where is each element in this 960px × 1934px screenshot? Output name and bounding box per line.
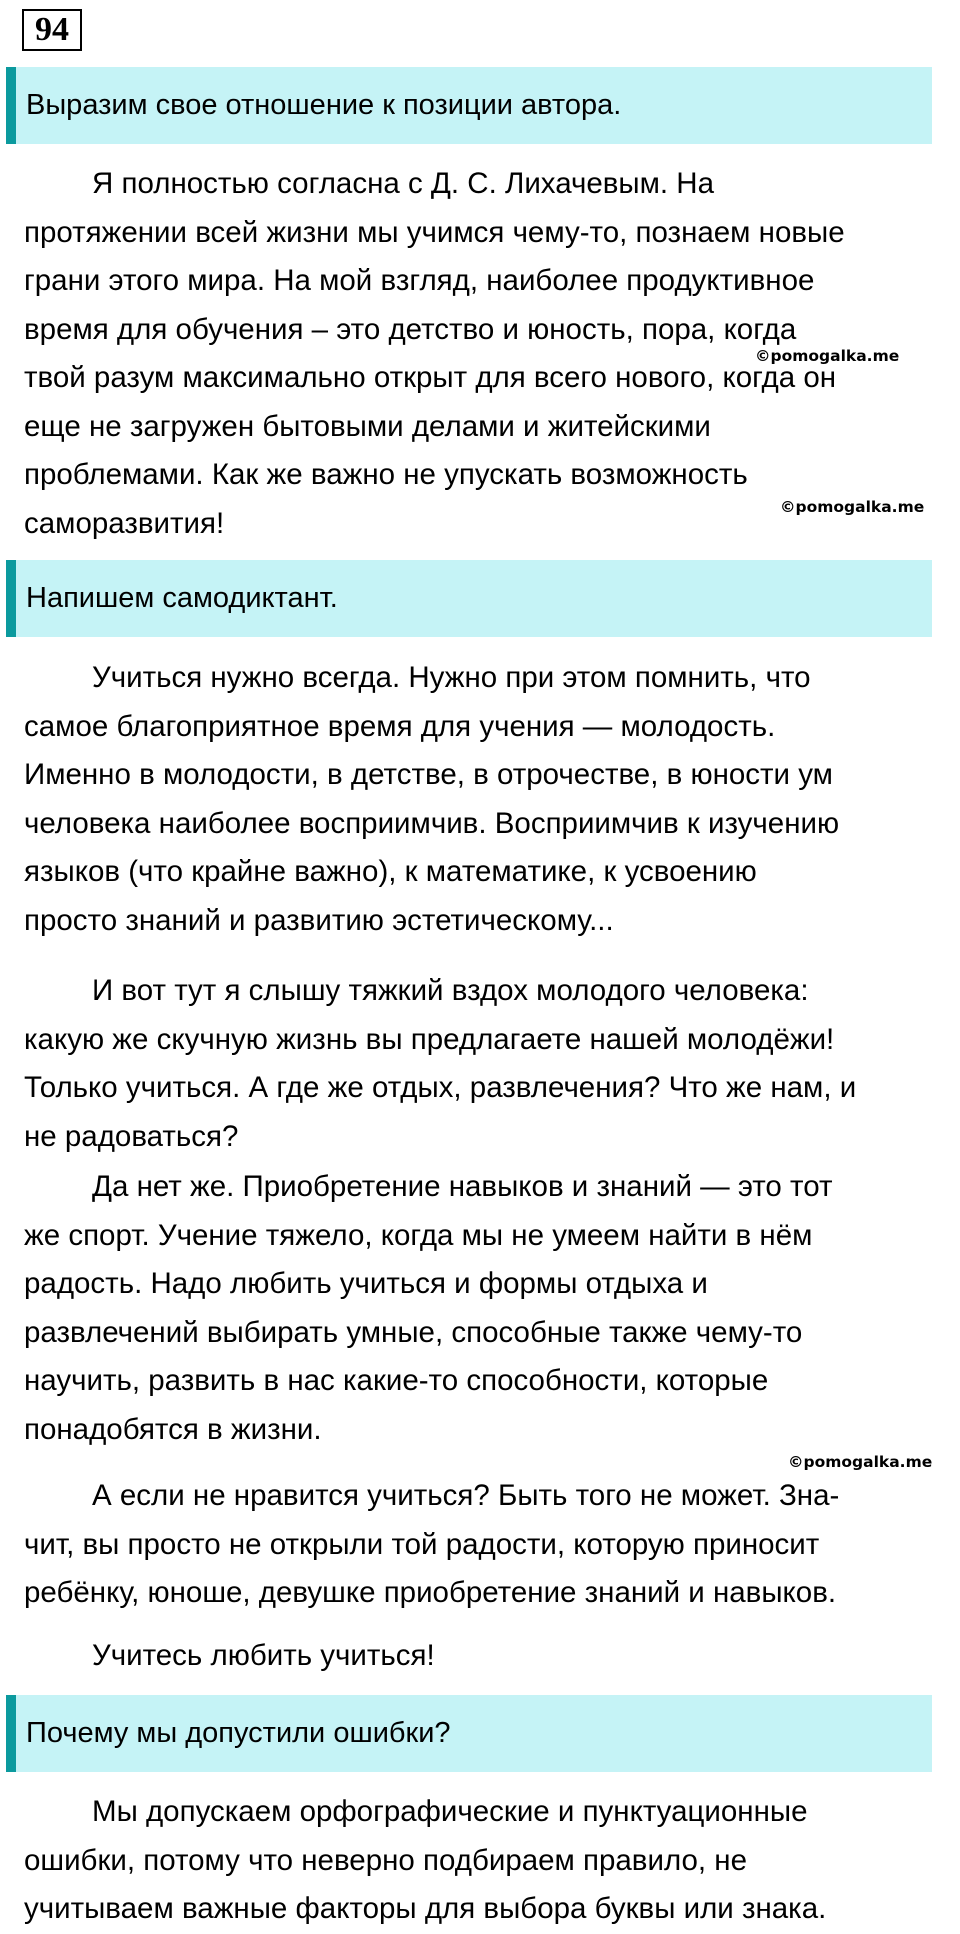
text-line: самое благоприятное время для учения — молодость. — [24, 709, 776, 743]
paragraph-dictation-2 — [24, 967, 944, 1161]
text-line: твой разум максимально открыт для всего нового, когда он — [24, 361, 837, 394]
text-line: просто знаний и развитию эстетическому... — [24, 903, 614, 937]
paragraph-mistakes — [24, 1788, 944, 1934]
text-line: Учитесь любить учиться! — [92, 1639, 435, 1672]
text-line: ребёнку, юноше, девушке приобретение знаний и навыков. — [24, 1576, 837, 1609]
text-line: какую же скучную жизнь вы предлагаете нашей молодёжи! — [24, 1022, 835, 1056]
text-line: учитываем важные факторы для выбора буквы или знака. — [24, 1892, 827, 1925]
watermark: ©pomogalka.me — [788, 1453, 933, 1471]
watermark: ©pomogalka.me — [780, 498, 925, 516]
text-line: Я полностью согласна с Д. С. Лихачевым. На — [92, 167, 715, 200]
watermark: ©pomogalka.me — [755, 347, 900, 365]
text-line: радость. Надо любить учиться и формы отдыха и — [24, 1267, 708, 1300]
text-line: Только учиться. А где же отдых, развлечения? Что же нам, и — [24, 1071, 857, 1104]
text-line: проблемами. Как же важно не упускать возможность — [24, 458, 748, 491]
text-line: языков (что крайне важно), к математике, к усвоению — [24, 855, 757, 888]
text-line: еще не загружен бытовыми делами и житейскими — [24, 409, 711, 443]
text-line: ошибки, потому что неверно подбираем правило, не — [24, 1843, 747, 1877]
text-line: понадобятся в жизни. — [24, 1412, 322, 1446]
section-heading-text: Выразим свое отношение к позиции автора. — [26, 89, 622, 121]
text-line: чит, вы просто не открыли той радости, которую приносит — [24, 1527, 820, 1561]
text-line: грани этого мира. На мой взгляд, наиболее продуктивное — [24, 264, 815, 297]
exercise-number: 94 — [22, 9, 82, 51]
paragraph-dictation-3 — [24, 1163, 944, 1454]
paragraph-dictation-5 — [24, 1632, 944, 1681]
text-line: же спорт. Учение тяжело, когда мы не умеем найти в нём — [24, 1218, 813, 1252]
section-heading-text: Напишем самодиктант. — [26, 582, 338, 614]
paragraph-dictation-1 — [24, 654, 944, 945]
section-heading-self-dictation — [6, 560, 932, 637]
text-line: протяжении всей жизни мы учимся чему-то, познаем новые — [24, 215, 845, 249]
text-line: И вот тут я слышу тяжкий вздох молодого человека: — [92, 974, 809, 1007]
text-line: развлечений выбирать умные, способные также чему-то — [24, 1315, 803, 1349]
section-heading-mistakes — [6, 1695, 932, 1772]
text-line: Именно в молодости, в детстве, в отрочестве, в юности ум — [24, 758, 833, 791]
text-line: время для обучения – это детство и юность, пора, когда — [24, 312, 797, 346]
text-line: А если не нравится учиться? Быть того не может. Зна- — [92, 1479, 840, 1512]
paragraph-dictation-4 — [24, 1472, 944, 1618]
section-heading-author-position — [6, 67, 932, 144]
text-line: Мы допускаем орфографические и пунктуационные — [92, 1795, 808, 1828]
text-line: Учиться нужно всегда. Нужно при этом помнить, что — [92, 661, 811, 694]
text-line: человека наиболее восприимчив. Восприимчив к изучению — [24, 806, 840, 840]
text-line: саморазвития! — [24, 506, 225, 540]
text-line: не радоваться? — [24, 1119, 239, 1153]
text-line: научить, развить в нас какие-то способности, которые — [24, 1364, 769, 1397]
section-heading-text: Почему мы допустили ошибки? — [26, 1717, 451, 1749]
text-line: Да нет же. Приобретение навыков и знаний — это тот — [92, 1170, 833, 1203]
